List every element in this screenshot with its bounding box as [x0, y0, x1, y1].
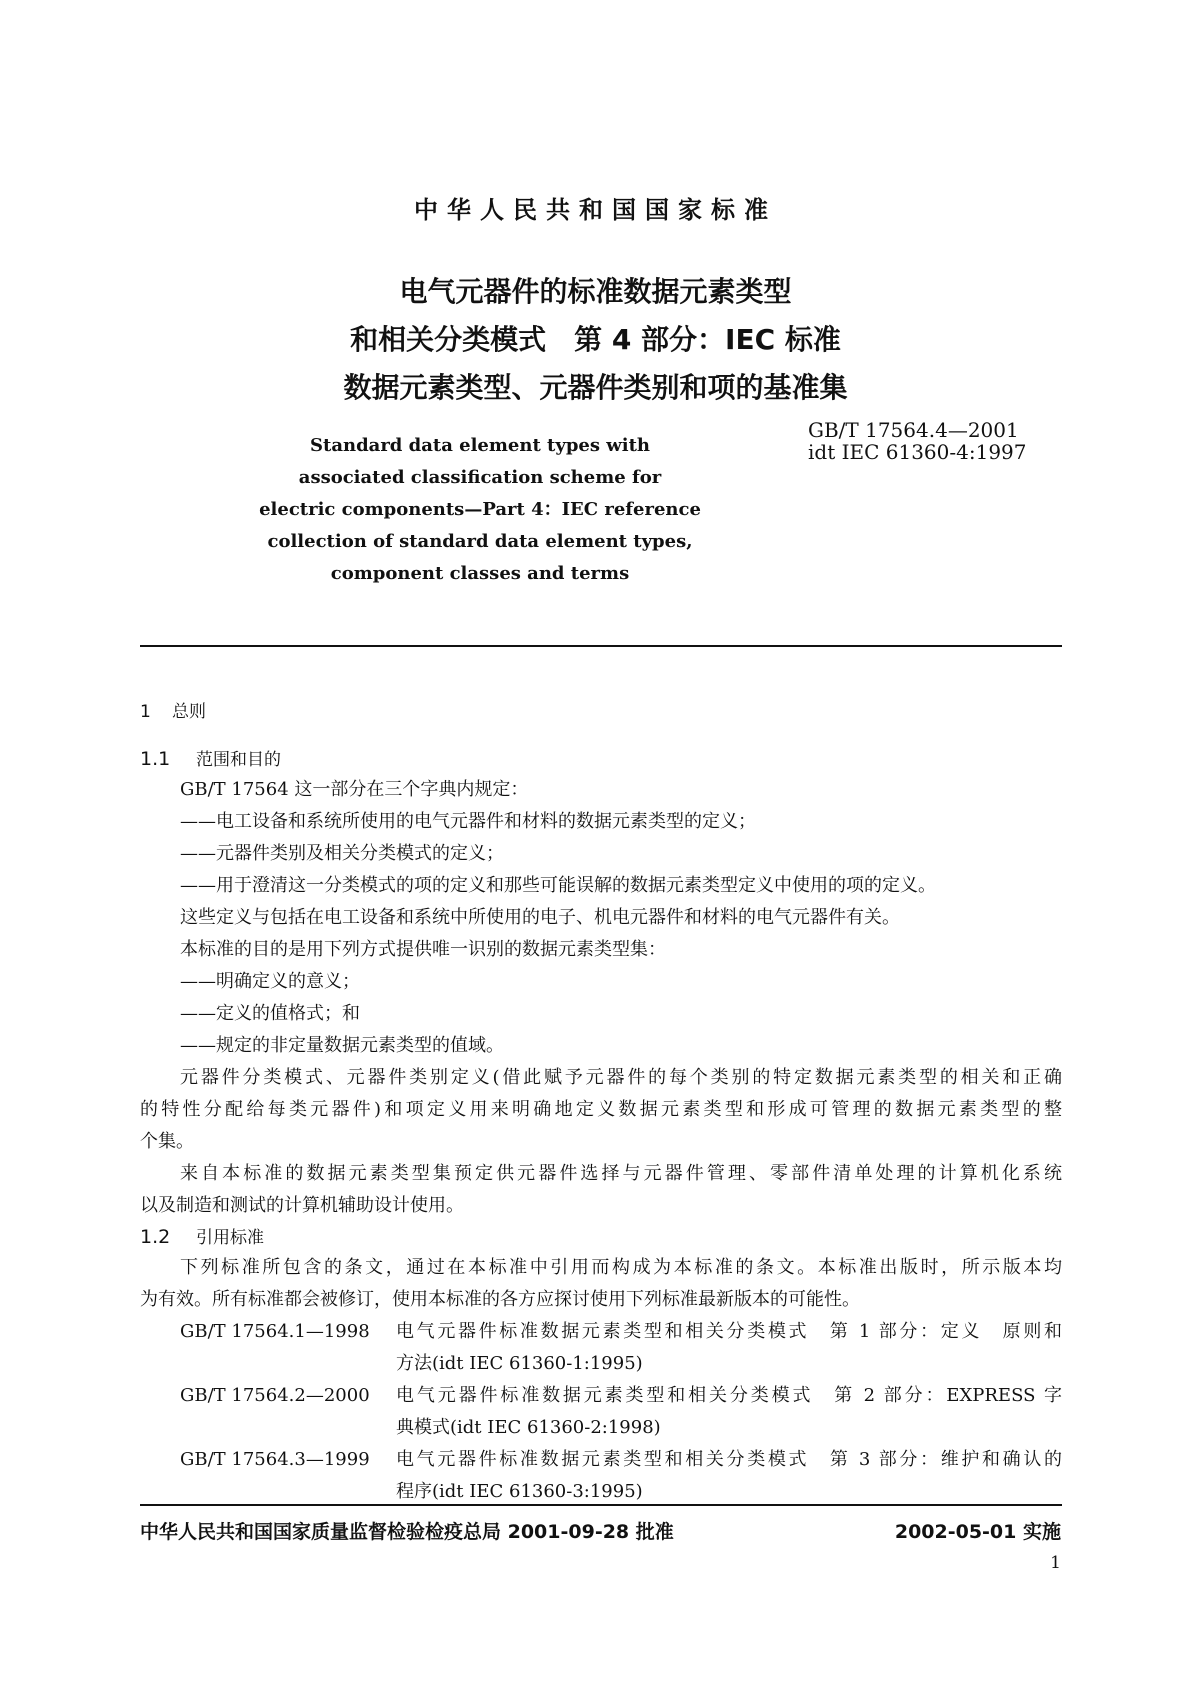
subsection-title: 引用标准 [196, 1228, 264, 1248]
reference-title-line: 电气元器件标准数据元素类型和相关分类模式 第 2 部分：EXPRESS 字 [396, 1385, 1062, 1406]
title-line-1: 电气元器件的标准数据元素类型 [399, 275, 792, 308]
english-title-line: Standard data element types with [310, 435, 650, 456]
subsection-1-2-heading [140, 1223, 264, 1248]
reference-code: GB/T 17564.2—2000 [180, 1385, 370, 1406]
reference-title-line: 电气元器件标准数据元素类型和相关分类模式 第 3 部分：维护和确认的 [396, 1449, 1062, 1470]
paragraph-line: 元器件分类模式、元器件类别定义(借此赋予元器件的每个类别的特定数据元素类型的相关和正确 [180, 1067, 1062, 1088]
dash-item: ——元器件类别及相关分类模式的定义； [180, 843, 504, 864]
title-line-3: 数据元素类型、元器件类别和项的基准集 [343, 371, 848, 404]
subsection-title: 范围和目的 [196, 750, 281, 770]
english-title-line: associated classification scheme for [298, 467, 662, 488]
dash-item: ——电工设备和系统所使用的电气元器件和材料的数据元素类型的定义； [180, 811, 756, 832]
dash-item: ——定义的值格式；和 [180, 1003, 360, 1024]
english-title [230, 430, 730, 590]
reference-code: GB/T 17564.3—1999 [180, 1449, 370, 1470]
title-divider [140, 645, 1062, 647]
reference-item [140, 1380, 1062, 1444]
reference-list [140, 1316, 1062, 1508]
paragraph-line: 的特性分配给每类元器件)和项定义用来明确地定义数据元素类型和形成可管理的数据元素类型的整 [140, 1099, 1062, 1120]
reference-title [396, 1380, 1062, 1444]
english-title-line: collection of standard data element types, [267, 531, 693, 552]
footer-divider [140, 1504, 1062, 1506]
national-standard-header: 中华人民共和国国家标准 [414, 196, 777, 224]
subsection-number: 1.2 [140, 1226, 171, 1248]
section-1-heading [140, 697, 206, 722]
paragraph: 这些定义与包括在电工设备和系统中所使用的电子、机电元器件和材料的电气元器件有关。 [180, 907, 900, 928]
reference-item [140, 1316, 1062, 1380]
english-title-line: electric components—Part 4：IEC reference [259, 499, 701, 520]
section-title: 总则 [172, 702, 206, 722]
reference-title-line: 程序(idt IEC 61360-3:1995) [396, 1481, 643, 1502]
section-number: 1 [140, 702, 151, 722]
paragraph-line: 以及制造和测试的计算机辅助设计使用。 [140, 1195, 464, 1216]
subsection-1-1-heading [140, 745, 281, 770]
reference-title-line: 方法(idt IEC 61360-1:1995) [396, 1353, 643, 1374]
approval-line: 中华人民共和国国家质量监督检验检疫总局 2001-09-28 批准 [140, 1521, 674, 1543]
reference-title-line: 电气元器件标准数据元素类型和相关分类模式 第 1 部分：定义 原则和 [396, 1321, 1062, 1342]
title-line-2: 和相关分类模式 第 4 部分：IEC 标准 [350, 323, 841, 356]
subsection-1-1-body [140, 774, 1062, 1222]
reference-item [140, 1444, 1062, 1508]
idt-code: idt IEC 61360-4:1997 [808, 440, 1027, 464]
paragraph-line: 下列标准所包含的条文，通过在本标准中引用而构成为本标准的条文。本标准出版时，所示版本均 [180, 1257, 1062, 1278]
dash-item: ——用于澄清这一分类模式的项的定义和那些可能误解的数据元素类型定义中使用的项的定义。 [180, 875, 936, 896]
reference-title [396, 1444, 1062, 1508]
reference-title [396, 1316, 1062, 1380]
reference-code: GB/T 17564.1—1998 [180, 1321, 370, 1342]
subsection-number: 1.1 [140, 748, 171, 770]
dash-item: ——明确定义的意义； [180, 971, 360, 992]
paragraph-line: 个集。 [140, 1131, 194, 1152]
standard-code: GB/T 17564.4—2001 [808, 418, 1019, 442]
paragraph: 本标准的目的是用下列方式提供唯一识别的数据元素类型集： [180, 939, 666, 960]
page-number: 1 [1050, 1553, 1061, 1573]
dash-item: ——规定的非定量数据元素类型的值域。 [180, 1035, 504, 1056]
paragraph-line: 为有效。所有标准都会被修订，使用本标准的各方应探讨使用下列标准最新版本的可能性。 [140, 1289, 860, 1310]
english-title-line: component classes and terms [330, 563, 630, 584]
paragraph-line: 来自本标准的数据元素类型集预定供元器件选择与元器件管理、零部件清单处理的计算机化系统 [180, 1163, 1062, 1184]
effective-date: 2002-05-01 实施 [894, 1521, 1061, 1543]
paragraph: GB/T 17564 这一部分在三个字典内规定： [180, 779, 529, 800]
subsection-1-2-body [140, 1252, 1062, 1316]
reference-title-line: 典模式(idt IEC 61360-2:1998) [396, 1417, 661, 1438]
